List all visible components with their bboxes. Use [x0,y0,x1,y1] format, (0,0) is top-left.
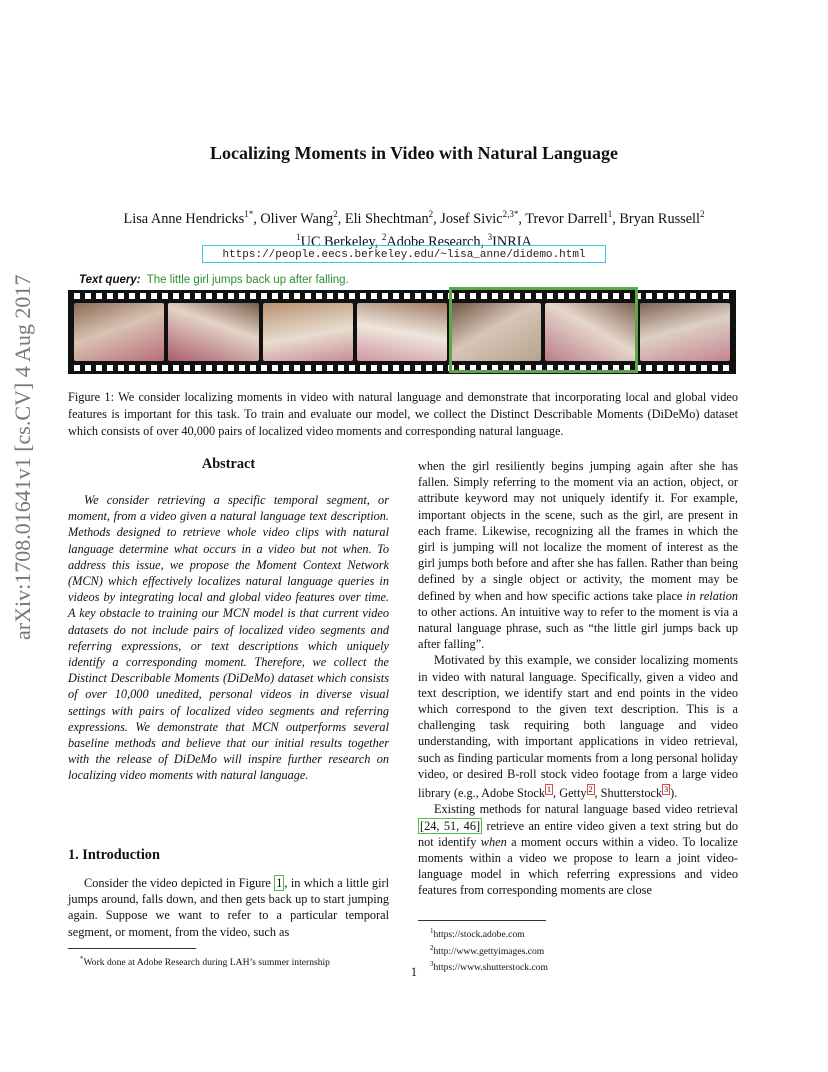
film-perforation [701,365,707,371]
video-frame [168,303,258,361]
film-perforation [338,365,344,371]
video-frame [640,303,730,361]
video-frame [74,303,164,361]
film-perforation [404,365,410,371]
film-perforation [668,293,674,299]
film-perforation [382,365,388,371]
footnote-item[interactable]: $^2$http://www.gettyimages.com [430,943,545,957]
film-perforation [118,365,124,371]
author-name: Eli Shechtman [344,210,429,227]
introduction-text [68,875,389,940]
film-perforation [195,293,201,299]
paper-title: Localizing Moments in Video with Natural Language [209,143,618,163]
film-perforation [217,365,223,371]
film-perforation [261,293,267,299]
film-perforation [250,293,256,299]
intro-paragraph: Consider the video depicted in Figure 1 , in which a little girl jumps around, falls down, and then gets back up to start jumping again. Suppose we want to refer to a particular temporal segment, or moment, from the video, such as [68,876,390,939]
film-perforation [437,365,443,371]
film-perforation [272,293,278,299]
footnote-ref-link[interactable]: 1 [547,785,552,795]
film-perforation [393,293,399,299]
query-label: Text query [79,274,137,286]
footnote-ref-link[interactable]: 3 [664,785,669,795]
film-perforation [701,293,707,299]
film-perforation [393,365,399,371]
affiliation-mark: 3 [487,231,493,242]
film-perforation [283,365,289,371]
film-perforation [646,293,652,299]
query-text: The little girl jumps back up after falling. [146,274,349,286]
film-perforation [107,365,113,371]
film-perforation [712,293,718,299]
film-perforation [360,365,366,371]
film-perforation [272,365,278,371]
figure-text-query: Text query: The little girl jumps back up after falling. [79,274,349,286]
film-perforation [349,365,355,371]
film-perforation [140,293,146,299]
film-perforation [360,293,366,299]
film-perforation [316,293,322,299]
film-perforation [657,365,663,371]
film-perforation [327,293,333,299]
film-perforation [371,365,377,371]
film-perforation [668,365,674,371]
film-perforation [118,293,124,299]
page-number: 1 [410,965,418,979]
film-perforation [723,293,729,299]
film-perforation [723,365,729,371]
author-name: Trevor Darrell [525,210,608,227]
film-perforation [184,365,190,371]
film-perforation [195,365,201,371]
film-perforation [85,365,91,371]
arxiv-identifier: arXiv:1708.01641v1 [cs.CV] 4 Aug 2017 [10,274,35,640]
film-perforation [206,365,212,371]
right-paragraph-1: when the girl resiliently begins jumping again after she has fallen. Simply referring to the moment via an action, object, or attribute keyword may not uniquely identify it. For example, important objects in the scene, such as the girl, are present in each frame. Likewise, recognizing all the frames in which the girl is jumping will not localize the moment of interest as the girl jumps both before and after she has fallen. Rather than being defined by a single object or activity, the moment may be defined by when and how specific actions take place in relation to other actions. An intuitive way to refer to the moment is via a natural language phrase, such as “the little girl jumps back up after falling”. [418,459,738,652]
author-list: Lisa Anne Hendricks$^{1*}$, Oliver Wang$^2$, Eli Shechtman$^2$, Josef Sivic$^{2,3*}$, Trevor Darrell$^1$, Bryan Russell$^2$ [123,209,705,227]
film-perforation [129,365,135,371]
affiliation-name: Adobe Research [386,233,481,250]
film-perforation [151,365,157,371]
film-perforation [426,365,432,371]
film-perforation [217,293,223,299]
film-perforation [162,365,168,371]
film-perforation [206,293,212,299]
film-perforation [129,293,135,299]
film-perforation [690,365,696,371]
author-affiliation-mark: 1 [607,209,613,219]
film-perforation [349,293,355,299]
film-perforation [107,293,113,299]
footnote-item[interactable]: $^1$https://stock.adobe.com [430,927,525,941]
author-name: Josef Sivic [440,210,503,227]
film-perforation [283,293,289,299]
footnote-text: Work done at Adobe Research during LAH’s summer internship [83,957,330,969]
footnote-item[interactable]: $^3$https://www.shutterstock.com [430,960,548,974]
film-perforation [239,365,245,371]
film-perforation [646,365,652,371]
figure-caption: Figure 1: We consider localizing moments in video with natural language and demonstrate that incorporating local and global video features is important for this task. To train and evaluate our model, we collect the Distinct Describable Moments (DiDeMo) dataset which consists of over 40,000 pairs of localized video moments and corresponding natural language. [68,390,738,439]
author-affiliation-mark: 2 [333,209,338,219]
film-perforation [140,365,146,371]
right-paragraph-3: Existing methods for natural language based video retrieval [24, 51, 46] retrieve an entire video given a text string but do not identify when a moment occurs within a video. To localize moments within a video we propose to learn a joint video-language model in which referring expressions and video features from corresponding moments are close [418,802,738,898]
author-block [0,205,828,251]
affiliation-name: INRIA [492,233,532,250]
film-perforation [96,293,102,299]
film-perforation [173,365,179,371]
film-perforation [415,293,421,299]
film-perforation [690,293,696,299]
author-name: Bryan Russell [619,210,701,227]
film-perforation [415,365,421,371]
film-perforation [74,365,80,371]
figure-ref-link[interactable]: 1 [276,876,283,890]
affiliation-name: UC Berkeley [300,233,375,250]
project-url-link[interactable]: https://people.eecs.berkeley.edu/~lisa_anne/didemo.html [202,245,606,263]
film-perforation [437,293,443,299]
author-name: Lisa Anne Hendricks [123,210,245,227]
moment-highlight-box [449,287,638,373]
film-perforation [426,293,432,299]
author-affiliation-mark: 2 [700,209,705,219]
author-affiliation-mark: 2,3* [502,209,519,219]
film-perforation [85,293,91,299]
film-perforation [371,293,377,299]
affiliation-mark: 1 [296,231,301,242]
footnote-rule [418,920,546,921]
footnote-ref-link[interactable]: 2 [588,785,593,795]
film-perforation [382,293,388,299]
abstract-heading: Abstract [201,456,256,472]
film-perforation [305,293,311,299]
abstract-text [68,492,389,784]
film-perforation [250,365,256,371]
film-perforation [316,365,322,371]
film-perforation [96,365,102,371]
film-perforation [712,365,718,371]
video-frame [357,303,447,361]
film-perforation [679,365,685,371]
film-perforation [338,293,344,299]
film-perforation [74,293,80,299]
film-perforation [261,365,267,371]
author-affiliation-mark: 2 [428,209,434,219]
author-affiliation-mark: 1* [244,209,254,219]
footnote-left: *Work done at Adobe Research during LAH’s summer internship [80,955,330,969]
abstract-paragraph: We consider retrieving a specific temporal segment, or moment, from a video given a natural language text description. Methods designed to retrieve whole video clips with natural language determine what occurs in a video but not when. To address this issue, we propose the Moment Context Network (MCN) which effectively localizes natural language queries in videos by integrating local and global video features over time. A key obstacle to training our MCN model is that current video datasets do not include pairs of localized video segments and referring expressions, or text descriptions which uniquely identify a corresponding moment. Therefore, we collect the Distinct Describable Moments (DiDeMo) dataset which consists of over 10,000 unedited, personal videos in diverse visual settings with pairs of localized video segments and referring expressions. We demonstrate that MCN outperforms several baseline methods and believe that our initial results together with the release of DiDeMo will inspire further research on localizing video moments with natural language. [68,493,389,783]
introduction-heading: 1. Introduction [68,847,160,863]
film-perforation [228,365,234,371]
right-column-text [418,458,738,899]
film-perforation [404,293,410,299]
video-frame [263,303,353,361]
film-perforation [151,293,157,299]
film-perforation [294,365,300,371]
footnote-rule [68,948,196,949]
film-perforation [294,293,300,299]
film-perforation [679,293,685,299]
film-perforation [657,293,663,299]
film-perforation [239,293,245,299]
film-perforation [173,293,179,299]
affiliation-list: $^1$UC Berkeley, $^2$Adobe Research, $^3$INRIA [296,231,532,250]
film-perforation [228,293,234,299]
film-perforation [327,365,333,371]
film-perforation [184,293,190,299]
affiliation-mark: 2 [381,231,387,242]
film-perforation [162,293,168,299]
right-paragraph-2: Motivated by this example, we consider localizing moments in video with natural language. Specifically, given a video and text description, we identify start and end points in the video which correspond to the given text description. This is a challenging task requiring both language and video understanding, with important applications in video retrieval, such as finding particular moments from a long personal holiday video, or desired B-roll stock video footage from a large video library (e.g., Adobe Stock $^1$ , Getty $^2$ , Shutterstock $^3$ ). [418,653,738,801]
citation-link[interactable]: [24, 51, 46] [420,818,481,833]
author-name: Oliver Wang [260,210,334,227]
film-perforation [305,365,311,371]
